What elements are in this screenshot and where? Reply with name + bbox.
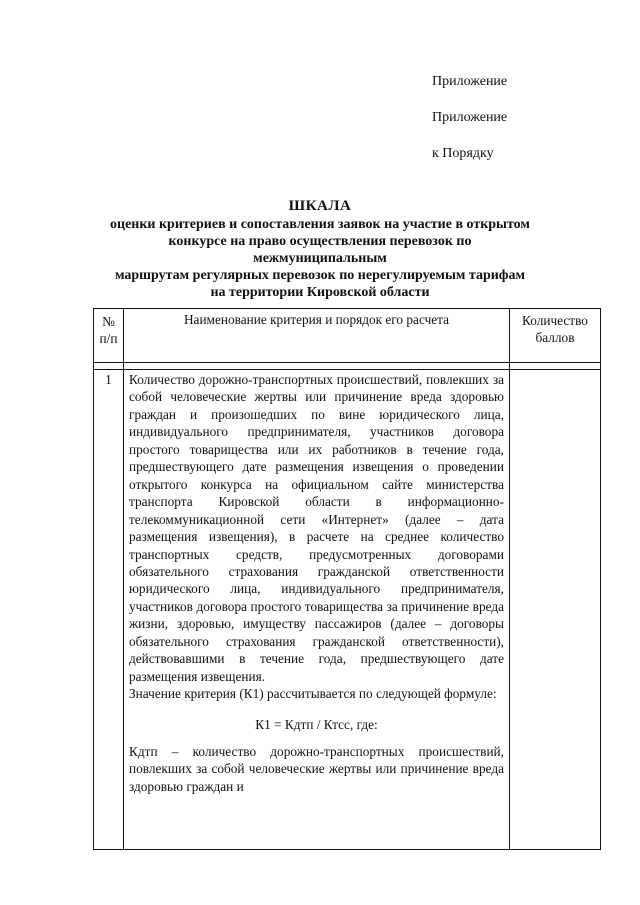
appendix-order-reference: к Порядку [432,146,494,161]
criterion-description [124,370,510,850]
criteria-table [93,308,601,850]
row-number: 1 [94,370,124,850]
header-points-line-2: баллов [535,330,575,345]
criterion-formula: К1 = Кдтп / Ктсс, где: [255,716,378,732]
title-line-3: маршрутам регулярных перевозок по нерегулируемым тарифам [114,268,526,283]
criterion-paragraph-2: Значение критерия (К1) рассчитывается по следующей формуле: [129,686,497,702]
spacer-cell [124,363,510,370]
header-number-sign: № [102,314,115,329]
header-points [510,309,601,363]
header-criterion-name: Наименование критерия и порядок его расчета [124,309,510,363]
row-points [510,370,601,850]
table-spacer-row [94,363,601,370]
title-line-2: конкурсе на право осуществления перевозок по межмуниципальным [168,234,472,266]
criterion-paragraph-3: Кдтп – количество дорожно-транспортных происшествий, повлекших за собой человеческие жертвы или причинение вреда здоровью граждан и [129,743,504,794]
table-row [94,370,601,850]
spacer-cell [510,363,601,370]
appendix-label-1: Приложение [432,74,508,89]
criterion-paragraph-1: Количество дорожно-транспортных происшествий, повлекших за собой человеческие жертвы или причинение вреда здоровью граждан и произошедших по вине юридического лица, индивидуального предпринимателя, участников договора простого товарищества или их работников в течение года, предшествующего дате размещения извещения о проведении открытого конкурса на официальном сайте министерства транспорта Кировской области в информационно-телекоммуникационной сети «Интернет» (далее – дата размещения извещения), в расчете на среднее количество транспортных средств, предусмотренных договорами обязательного страхования гражданской ответственности юридического лица, индивидуального предпринимателя, участников договора простого товарищества за причинение вреда жизни, здоровью, имуществу пассажиров (далее – договоры обязательного страхования гражданской ответственности), действовавшими в течение года, предшествующего дате размещения извещения. [129,372,504,684]
document-title [100,198,540,301]
header-number-pp: п/п [99,331,118,346]
title-line-4: на территории Кировской области [210,285,430,300]
title-line-1: оценки критериев и сопоставления заявок на участие в открытом [110,217,530,232]
header-number [94,309,124,363]
appendix-label-2: Приложение [432,110,508,125]
title-main: ШКАЛА [288,198,352,214]
table-header-row [94,309,601,363]
spacer-cell [94,363,124,370]
header-points-line-1: Количество [522,313,588,328]
